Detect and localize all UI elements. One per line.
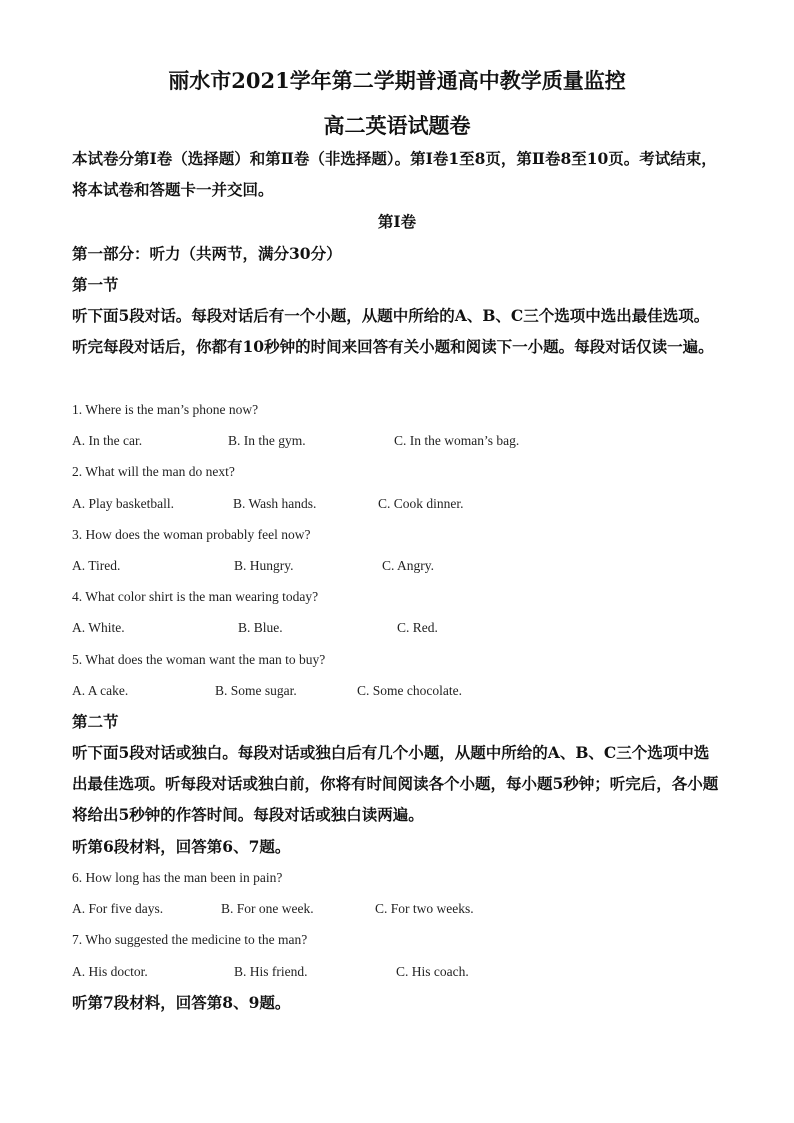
q6-option-b: B. For one week. [221, 901, 314, 916]
intro-paragraph: 本试卷分第Ⅰ卷（选择题）和第Ⅱ卷（非选择题）。第Ⅰ卷1至8页，第Ⅱ卷8至10页。考试结束，将本试卷和答题卡一并交回。 [72, 149, 717, 199]
q5-option-b: B. Some sugar. [215, 683, 297, 698]
material-6-heading: 听第6段材料，回答第6、7题。 [72, 837, 291, 856]
q3-option-a: A. Tired. [72, 558, 121, 573]
q7-option-b: B. His friend. [234, 964, 308, 979]
q4-option-c: C. Red. [397, 620, 438, 635]
q3-option-b: B. Hungry. [234, 558, 294, 573]
q2-option-c: C. Cook dinner. [378, 496, 464, 511]
question-5: 5. What does the woman want the man to buy? [72, 652, 326, 667]
q4-option-a: A. White. [72, 620, 125, 635]
section2-label: 第二节 [72, 712, 119, 731]
question-2: 2. What will the man do next? [72, 464, 235, 479]
question-3: 3. How does the woman probably feel now? [72, 527, 311, 542]
material-7-heading: 听第7段材料，回答第8、9题。 [72, 993, 291, 1012]
q2-option-b: B. Wash hands. [233, 496, 317, 511]
q5-option-c: C. Some chocolate. [357, 683, 462, 698]
q7-option-c: C. His coach. [396, 964, 469, 979]
q6-option-a: A. For five days. [72, 901, 164, 916]
section1-label: 第一节 [72, 275, 119, 294]
q2-option-a: A. Play basketball. [72, 496, 174, 511]
q7-option-a: A. His doctor. [72, 964, 148, 979]
q4-option-b: B. Blue. [238, 620, 283, 635]
q5-option-a: A. A cake. [72, 683, 129, 698]
section2-instructions: 听下面5段对话或独白。每段对话或独白后有几个小题，从题中所给的A、B、C三个选项中选出最佳选项。听每段对话或独白前，你将有时间阅读各个小题，每小题5秒钟；听完后，各小题将给出5秒钟的作答时间。每段对话或独白读两遍。 [72, 743, 719, 824]
exam-title: 丽水市2021学年第二学期普通高中教学质量监控 [168, 68, 626, 93]
q1-option-a: A. In the car. [72, 433, 143, 448]
question-7: 7. Who suggested the medicine to the man? [72, 932, 308, 947]
q1-option-b: B. In the gym. [228, 433, 306, 448]
question-4: 4. What color shirt is the man wearing today? [72, 589, 319, 604]
q3-option-c: C. Angry. [382, 558, 435, 573]
q6-option-c: C. For two weeks. [375, 901, 474, 916]
volume-label: 第Ⅰ卷 [377, 212, 417, 231]
part1-heading: 第一部分：听力（共两节，满分30分） [72, 244, 342, 263]
question-6: 6. How long has the man been in pain? [72, 870, 283, 885]
q1-option-c: C. In the woman’s bag. [394, 433, 520, 448]
exam-subtitle: 高二英语试题卷 [323, 113, 471, 138]
section1-instructions: 听下面5段对话。每段对话后有一个小题，从题中所给的A、B、C三个选项中选出最佳选项。听完每段对话后，你都有10秒钟的时间来回答有关小题和阅读下一小题。每段对话仅读一遍。 [72, 306, 714, 356]
question-1: 1. Where is the man’s phone now? [72, 402, 259, 417]
